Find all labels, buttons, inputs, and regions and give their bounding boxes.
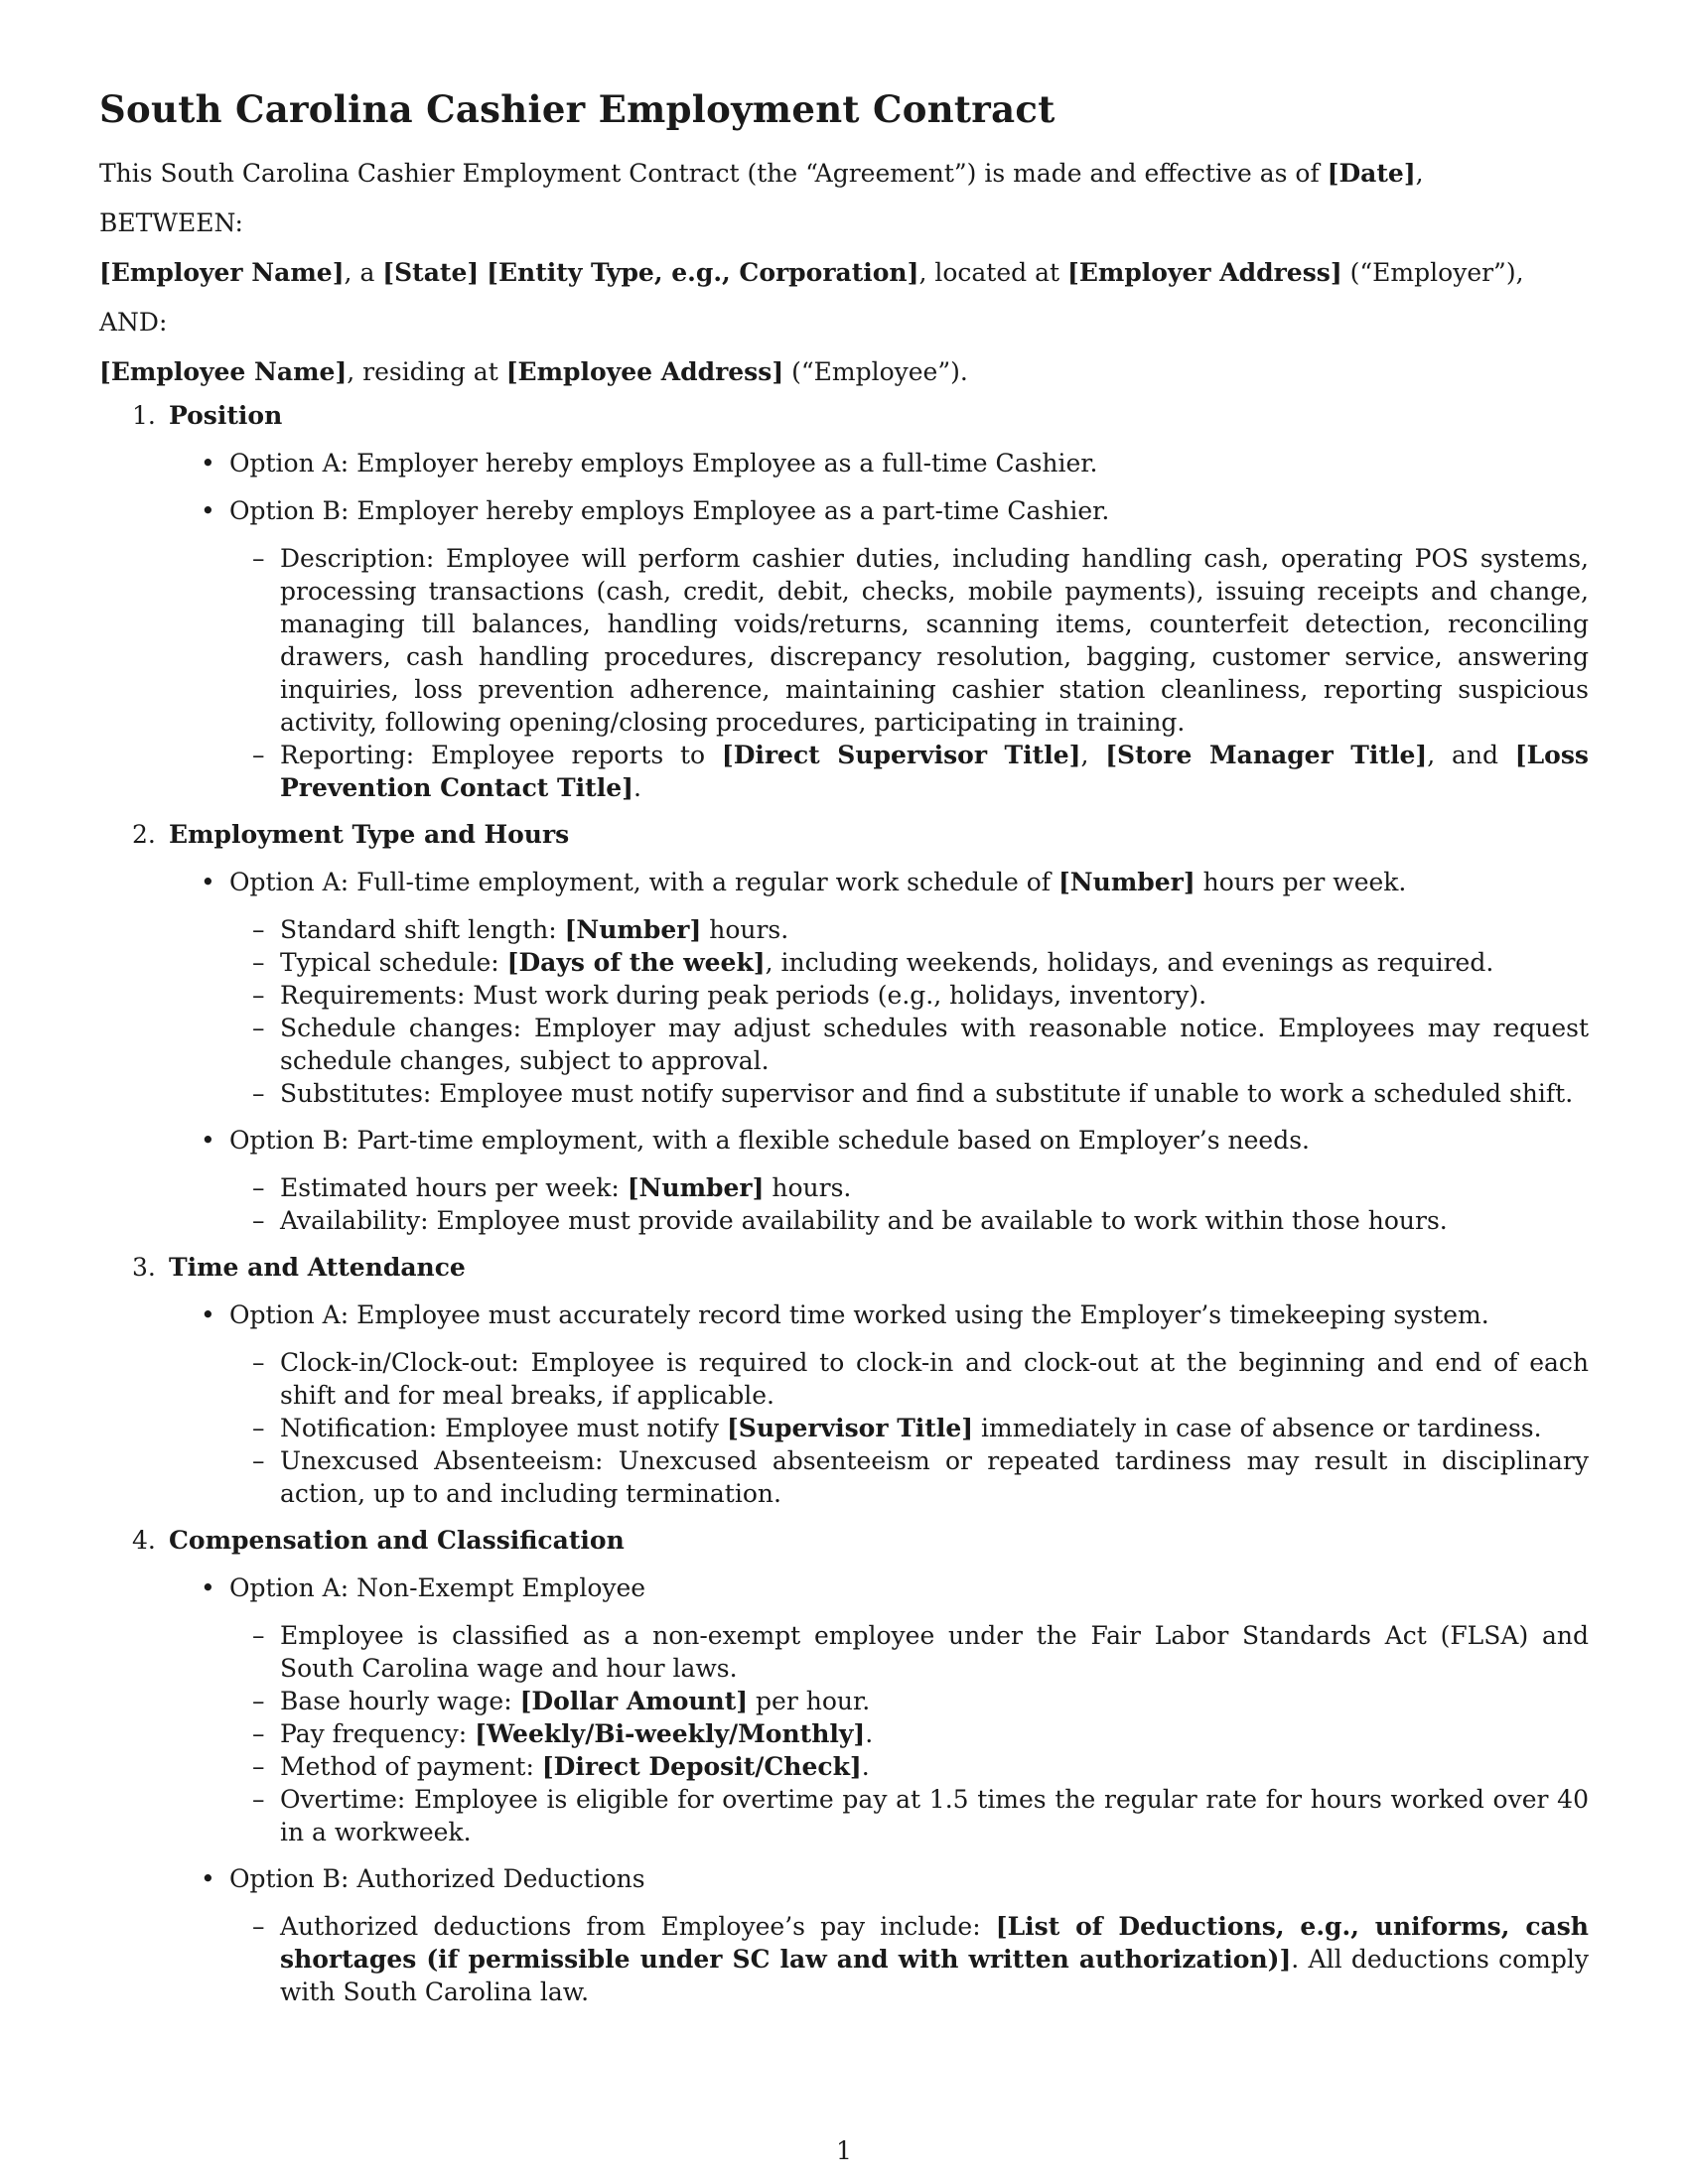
bullet-icon: • (201, 1573, 215, 1602)
dash-icon: – (252, 1621, 265, 1650)
bullet-icon: • (201, 1126, 215, 1155)
sub-text: . (865, 1719, 874, 1748)
dash-icon: – (252, 1206, 265, 1235)
date-placeholder: [Date] (1327, 159, 1416, 188)
contract-page (99, 87, 1589, 2022)
sub-list (99, 1171, 1589, 1237)
section-employment-type (99, 818, 1589, 1237)
dash-icon: – (252, 1173, 265, 1202)
sub-text: Description: Employee will perform cashier duties, including handling cash, operating POS systems, processing transactions (cash, credit, debit, checks, mobile payments), issuing receipts and change, managing till balances, handling voids/returns, scanning items, counterfeit detection, reconciling drawers, cash handling procedures, discrepancy resolution, bagging, customer service, answering inquiries, loss prevention adherence, maintaining cashier station cleanliness, reporting suspicious activity, following opening/closing procedures, participating in training. (280, 544, 1589, 737)
dash-icon: – (252, 948, 265, 977)
section-number: 4. (132, 1526, 156, 1555)
document-title: South Carolina Cashier Employment Contract (99, 87, 1055, 131)
sub-text: Requirements: Must work during peak periods (e.g., holidays, inventory). (280, 981, 1207, 1010)
sub-item-description (99, 542, 1589, 739)
entity-type-placeholder: [Entity Type, e.g., Corporation] (487, 258, 919, 287)
intro-paragraph (99, 157, 1589, 191)
supervisor-placeholder: [Supervisor Title] (726, 1414, 974, 1442)
sub-text: Base hourly wage: (280, 1687, 520, 1715)
dash-icon: – (252, 1414, 265, 1442)
sub-list (99, 542, 1589, 804)
option-b (99, 1862, 1589, 1896)
option-b (99, 494, 1589, 528)
section-title: Compensation and Classification (169, 1526, 625, 1555)
sub-item-schedule-changes (99, 1012, 1589, 1077)
sub-item-overtime (99, 1783, 1589, 1848)
sub-list (99, 1346, 1589, 1510)
sub-item-schedule (99, 946, 1589, 979)
deductions-placeholder: [List of Deductions, e.g., uniforms, cash shortages (if permissible under SC law and with written authorization)] (280, 1912, 1589, 1974)
section-heading (99, 399, 1589, 433)
sub-text: . All deductions comply with South Carolina law. (280, 1945, 1589, 2006)
sub-item-notification (99, 1412, 1589, 1444)
option-a (99, 1571, 1589, 1605)
dash-icon: – (252, 915, 265, 944)
sections-list (99, 399, 1589, 2008)
sub-item-substitutes (99, 1077, 1589, 1110)
section-number: 3. (132, 1253, 156, 1282)
dash-icon: – (252, 1719, 265, 1748)
between-label: BETWEEN: (99, 208, 243, 237)
sub-text: Estimated hours per week: (280, 1173, 628, 1202)
sub-text: Method of payment: (280, 1752, 542, 1781)
number-placeholder: [Number] (1057, 868, 1196, 896)
sub-item-unexcused (99, 1444, 1589, 1510)
sub-text: Standard shift length: (280, 915, 565, 944)
bullet-icon: • (201, 449, 215, 478)
sub-item-method (99, 1750, 1589, 1783)
dash-icon: – (252, 981, 265, 1010)
sub-text: . (633, 773, 641, 802)
sub-text: , (1080, 741, 1106, 769)
sub-text: Unexcused Absenteeism: Unexcused absenteeism or repeated tardiness may result in disciplinary action, up to and including termination. (280, 1446, 1589, 1508)
option-text: Option A: Non-Exempt Employee (229, 1573, 646, 1602)
dash-icon: – (252, 1912, 265, 1941)
sub-item-wage (99, 1685, 1589, 1717)
option-text: Option B: Authorized Deductions (229, 1864, 645, 1893)
frequency-placeholder: [Weekly/Bi-weekly/Monthly] (475, 1719, 866, 1748)
section-title: Position (169, 401, 283, 430)
sub-text: Typical schedule: (280, 948, 507, 977)
sub-text: Pay frequency: (280, 1719, 476, 1748)
option-a (99, 866, 1589, 899)
method-placeholder: [Direct Deposit/Check] (541, 1752, 862, 1781)
employer-label: (“Employer”), (1341, 258, 1524, 287)
sub-list (99, 1619, 1589, 1848)
section-heading (99, 818, 1589, 852)
employer-sep: , a (344, 258, 383, 287)
dash-icon: – (252, 1687, 265, 1715)
sub-list (99, 913, 1589, 1110)
dash-icon: – (252, 1446, 265, 1475)
section-heading (99, 1524, 1589, 1558)
intro-comma: , (1415, 159, 1424, 188)
sub-item-requirements (99, 979, 1589, 1012)
bullet-icon: • (201, 1300, 215, 1329)
option-text: hours per week. (1195, 868, 1407, 896)
sub-text: Overtime: Employee is eligible for overtime pay at 1.5 times the regular rate for hours worked over 40 in a workweek. (280, 1785, 1589, 1846)
sub-item-deductions (99, 1910, 1589, 2008)
sub-text: Substitutes: Employee must notify supervisor and find a substitute if unable to work a scheduled shift. (280, 1079, 1574, 1108)
section-number: 1. (132, 401, 156, 430)
option-text: Option A: Full-time employment, with a regular work schedule of (229, 868, 1058, 896)
option-text: Option B: Employer hereby employs Employee as a part-time Cashier. (229, 496, 1110, 525)
sub-item-classification (99, 1619, 1589, 1685)
dash-icon: – (252, 741, 265, 769)
sub-text: hours. (764, 1173, 852, 1202)
sub-text: Clock-in/Clock-out: Employee is required to clock-in and clock-out at the beginning and end of each shift and for meal breaks, if applicable. (280, 1348, 1589, 1410)
employee-line (99, 355, 1589, 389)
sub-item-clock (99, 1346, 1589, 1412)
employee-label: (“Employee”). (783, 357, 968, 386)
days-placeholder: [Days of the week] (506, 948, 766, 977)
dash-icon: – (252, 544, 265, 573)
dollar-placeholder: [Dollar Amount] (519, 1687, 749, 1715)
option-text: Option A: Employee must accurately record time worked using the Employer’s timekeeping system. (229, 1300, 1489, 1329)
section-number: 2. (132, 820, 156, 849)
option-b (99, 1124, 1589, 1158)
sub-item-reporting (99, 739, 1589, 804)
section-time-attendance (99, 1251, 1589, 1510)
sub-text: Schedule changes: Employer may adjust schedules with reasonable notice. Employees may request schedule changes, subject to approval. (280, 1014, 1589, 1075)
section-title: Time and Attendance (169, 1253, 466, 1282)
section-heading (99, 1251, 1589, 1285)
loss-prevention-placeholder: [Loss Prevention Contact Title] (280, 741, 1589, 802)
dash-icon: – (252, 1785, 265, 1814)
employee-residing-at: , residing at (347, 357, 506, 386)
sub-text: Notification: Employee must notify (280, 1414, 727, 1442)
sub-item-availability (99, 1204, 1589, 1237)
section-title: Employment Type and Hours (169, 820, 570, 849)
and-label: AND: (99, 308, 168, 337)
option-text: Option A: Employer hereby employs Employee as a full-time Cashier. (229, 449, 1098, 478)
page-number: 1 (836, 2136, 852, 2165)
sub-text: , including weekends, holidays, and evenings as required. (765, 948, 1494, 977)
dash-icon: – (252, 1348, 265, 1377)
sub-item-estimated-hours (99, 1171, 1589, 1204)
option-a (99, 447, 1589, 480)
option-text: Option B: Part-time employment, with a flexible schedule based on Employer’s needs. (229, 1126, 1311, 1155)
sub-item-frequency (99, 1717, 1589, 1750)
sub-text: Reporting: Employee reports to (280, 741, 722, 769)
option-a (99, 1298, 1589, 1332)
sub-text: Employee is classified as a non-exempt employee under the Fair Labor Standards Act (FLSA) and South Carolina wage and hour laws. (280, 1621, 1589, 1683)
state-placeholder: [State] (382, 258, 480, 287)
employer-address-placeholder: [Employer Address] (1066, 258, 1342, 287)
section-compensation (99, 1524, 1589, 2008)
dash-icon: – (252, 1079, 265, 1108)
sub-list (99, 1910, 1589, 2008)
bullet-icon: • (201, 496, 215, 525)
manager-placeholder: [Store Manager Title] (1105, 741, 1428, 769)
sub-text: , and (1427, 741, 1515, 769)
employer-located-at: , located at (918, 258, 1067, 287)
sub-text: per hour. (748, 1687, 871, 1715)
dash-icon: – (252, 1752, 265, 1781)
intro-text: This South Carolina Cashier Employment Contract (the “Agreement”) is made and effective as of (99, 159, 1328, 188)
dash-icon: – (252, 1014, 265, 1042)
bullet-icon: • (201, 1864, 215, 1893)
sub-text: Availability: Employee must provide availability and be available to work within those hours. (280, 1206, 1448, 1235)
supervisor-placeholder: [Direct Supervisor Title] (721, 741, 1081, 769)
sub-text: . (861, 1752, 870, 1781)
sub-text: hours. (701, 915, 789, 944)
number-placeholder: [Number] (627, 1173, 765, 1202)
employee-name-placeholder: [Employee Name] (99, 357, 348, 386)
employer-name-placeholder: [Employer Name] (99, 258, 345, 287)
sub-text: Authorized deductions from Employee’s pay include: (280, 1912, 996, 1941)
bullet-icon: • (201, 868, 215, 896)
number-placeholder: [Number] (564, 915, 702, 944)
sub-text: immediately in case of absence or tardiness. (973, 1414, 1542, 1442)
sub-item-shift (99, 913, 1589, 946)
section-position (99, 399, 1589, 804)
employer-line (99, 256, 1589, 290)
employee-address-placeholder: [Employee Address] (505, 357, 784, 386)
